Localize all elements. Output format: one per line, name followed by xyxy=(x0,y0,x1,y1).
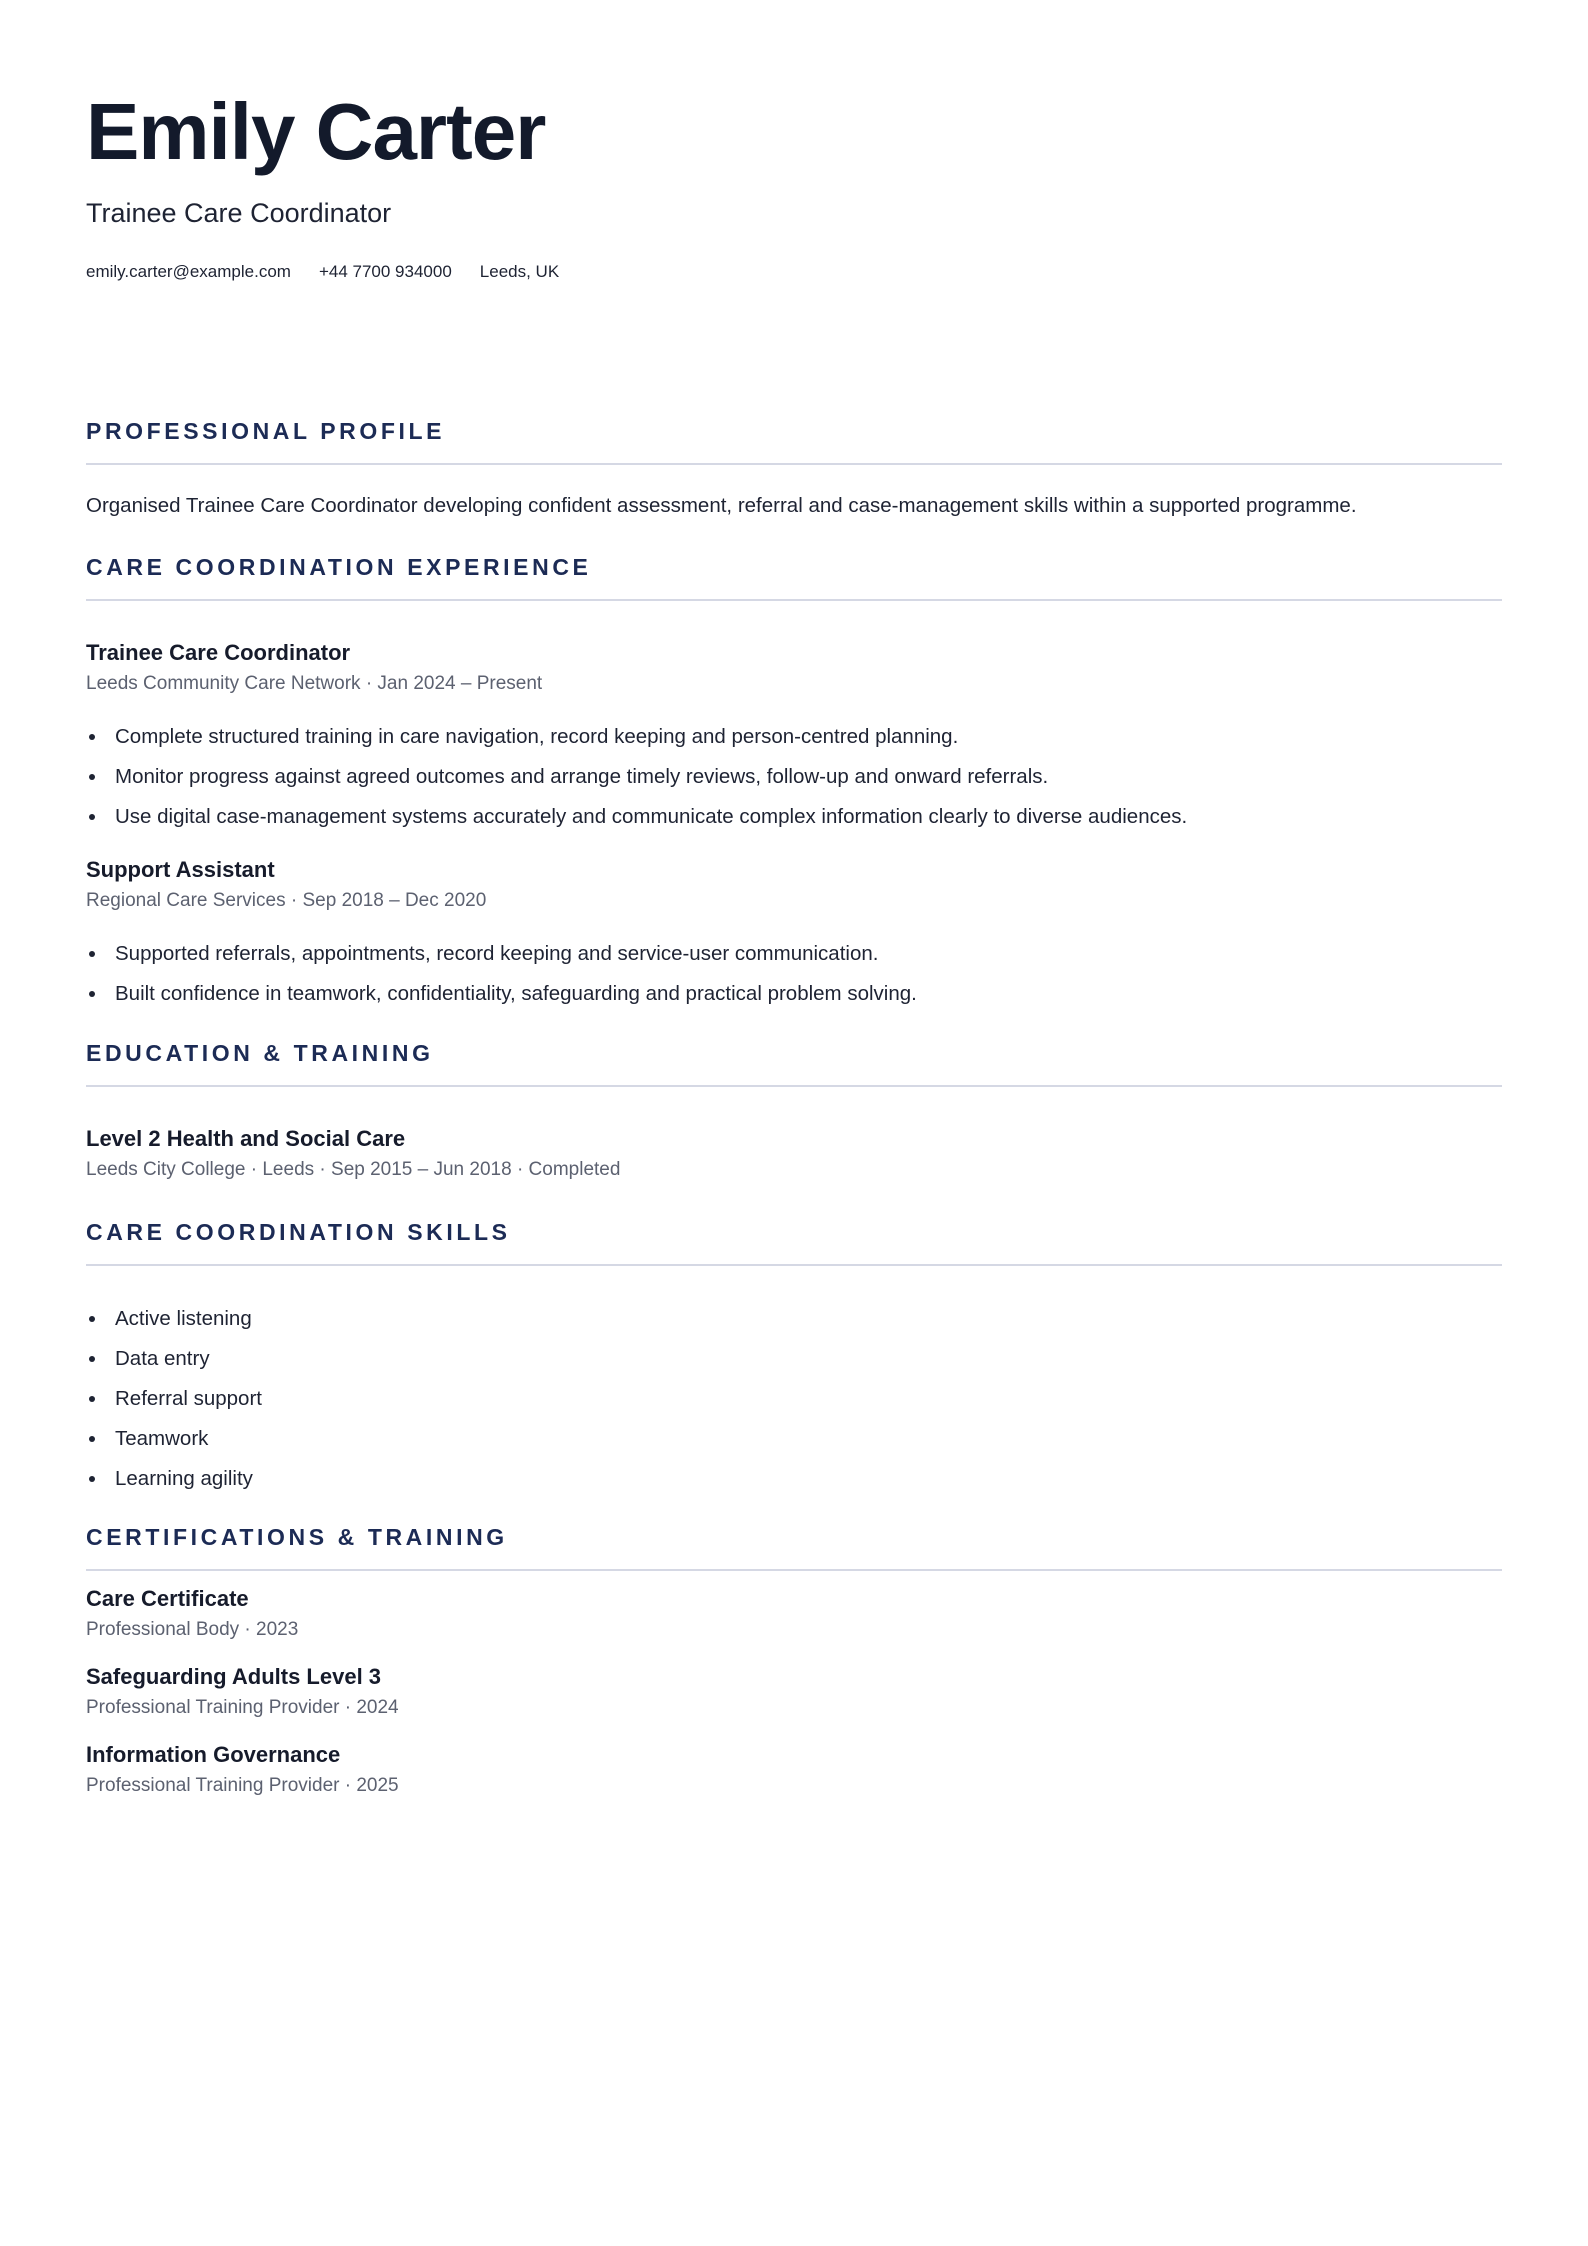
certification-title: Safeguarding Adults Level 3 xyxy=(86,1664,382,1689)
contact-location: Leeds, UK xyxy=(479,262,560,281)
candidate-headline: Trainee Care Coordinator xyxy=(86,198,392,228)
list-item: Learning agility xyxy=(86,1466,262,1506)
section-education xyxy=(86,1040,1502,1087)
certification-title: Information Governance xyxy=(86,1742,341,1767)
certification-title: Care Certificate xyxy=(86,1586,249,1611)
section-title-skills: CARE COORDINATION SKILLS xyxy=(86,1219,511,1245)
section-divider xyxy=(86,1569,1502,1571)
education-title: Level 2 Health and Social Care xyxy=(86,1126,406,1151)
list-item: Complete structured training in care navigation, record keeping and person-centred planning. xyxy=(86,724,1187,764)
section-title-education: EDUCATION & TRAINING xyxy=(86,1040,434,1066)
list-item: Active listening xyxy=(86,1306,262,1346)
section-divider xyxy=(86,1264,1502,1266)
list-item: Data entry xyxy=(86,1346,262,1386)
job-bullets xyxy=(86,724,1187,844)
education-meta: Leeds City College · Leeds · Sep 2015 – Jun 2018 · Completed xyxy=(86,1159,621,1180)
list-item: Use digital case-management systems accurately and communicate complex information clearly to diverse audiences. xyxy=(86,804,1187,844)
profile-summary: Organised Trainee Care Coordinator developing confident assessment, referral and case-management skills within a supported programme. xyxy=(86,494,1357,517)
list-item: Referral support xyxy=(86,1386,262,1426)
section-certifications xyxy=(86,1524,1502,1571)
section-experience xyxy=(86,554,1502,601)
contact-email: emily.carter@example.com xyxy=(86,262,291,281)
section-divider xyxy=(86,599,1502,601)
contact-phone: +44 7700 934000 xyxy=(318,262,452,281)
job-meta: Regional Care Services · Sep 2018 – Dec 2020 xyxy=(86,890,487,911)
job-meta: Leeds Community Care Network · Jan 2024 – Present xyxy=(86,673,543,694)
list-item: Monitor progress against agreed outcomes and arrange timely reviews, follow-up and onward referrals. xyxy=(86,764,1187,804)
section-skills xyxy=(86,1219,1502,1266)
job-bullets xyxy=(86,941,917,1021)
candidate-name: Emily Carter xyxy=(86,87,546,176)
certification-meta: Professional Training Provider · 2025 xyxy=(86,1775,399,1796)
section-title-profile: PROFESSIONAL PROFILE xyxy=(86,418,446,444)
section-profile xyxy=(86,418,1502,465)
section-divider xyxy=(86,463,1502,465)
certification-meta: Professional Training Provider · 2024 xyxy=(86,1697,399,1718)
section-title-certifications: CERTIFICATIONS & TRAINING xyxy=(86,1524,508,1550)
contact-line xyxy=(86,262,559,282)
skills-list xyxy=(86,1306,262,1506)
list-item: Teamwork xyxy=(86,1426,262,1466)
certification-meta: Professional Body · 2023 xyxy=(86,1619,299,1640)
list-item: Built confidence in teamwork, confidentiality, safeguarding and practical problem solving. xyxy=(86,981,917,1021)
job-title: Support Assistant xyxy=(86,857,275,882)
section-title-experience: CARE COORDINATION EXPERIENCE xyxy=(86,554,592,580)
job-title: Trainee Care Coordinator xyxy=(86,640,351,665)
list-item: Supported referrals, appointments, record keeping and service-user communication. xyxy=(86,941,917,981)
section-divider xyxy=(86,1085,1502,1087)
